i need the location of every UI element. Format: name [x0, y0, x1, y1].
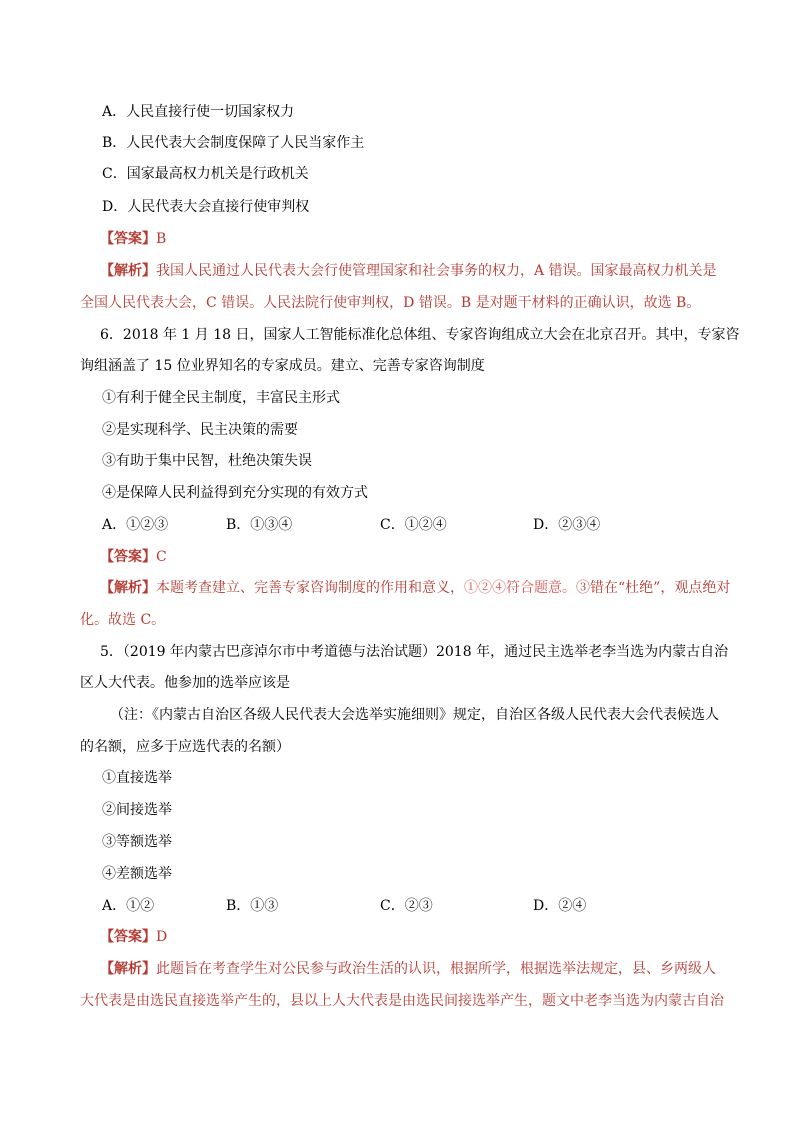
q5-statement-2: ②间接选举 [102, 802, 172, 818]
q6-statement-2: ②是实现科学、民主决策的需要 [102, 422, 298, 438]
q5-choice-d: D．②④ [533, 898, 587, 914]
q6-statement-4: ④是保障人民利益得到充分实现的有效方式 [102, 485, 368, 501]
q6-answer-tag: 【答案】 [100, 549, 156, 565]
q6-analysis-line-2: 化。故选 C。 [80, 612, 166, 628]
q5-analysis-line-1 [100, 959, 716, 979]
q6-statement-3: ③有助于集中民智，杜绝决策失误 [102, 453, 312, 469]
q6-analysis-text-c: ③错在“杜绝”，观点绝对 [576, 580, 731, 596]
q5-stem-line-2: 区人大代表。他参加的选举应该是 [80, 675, 290, 691]
q6-statement-1: ①有利于健全民主制度，丰富民主形式 [102, 390, 340, 406]
option-c: C．国家最高权力机关是行政机关 [102, 166, 309, 182]
option-d: D．人民代表大会直接行使审判权 [102, 199, 310, 215]
q5-choice-b: B．①③ [226, 898, 279, 914]
option-a: A．人民直接行使一切国家权力 [102, 104, 295, 120]
q6-choice-a: A．①②③ [102, 517, 169, 533]
q5-statement-1: ①直接选举 [102, 770, 172, 786]
q5-choice-c: C．②③ [380, 898, 433, 914]
q5-answer-value: D [156, 929, 168, 945]
analysis-tag: 【解析】 [100, 263, 156, 279]
answer-line [100, 229, 166, 249]
q6-answer-value: C [156, 549, 167, 565]
q5-analysis-text: 此题旨在考查学生对公民参与政治生活的认识，根据所学，根据选举法规定，县、乡两级人 [156, 961, 716, 977]
q5-note-line-2: 的名额，应多于应选代表的名额） [80, 739, 290, 755]
analysis-text: 我国人民通过人民代表大会行使管理国家和社会事务的权力，A 错误。国家最高权力机关是 [156, 263, 717, 279]
analysis-line-2: 全国人民代表大会，C 错误。人民法院行使审判权，D 错误。B 是对题干材料的正确认识，故选 B。 [80, 295, 701, 311]
q5-analysis-tag: 【解析】 [100, 961, 156, 977]
q5-answer-tag: 【答案】 [100, 929, 156, 945]
answer-value: B [156, 231, 167, 247]
q5-analysis-line-2: 大代表是由选民直接选举产生的，县以上人大代表是由选民间接选举产生，题文中老李当选为内蒙古自治 [80, 993, 724, 1009]
q5-statement-4: ④差额选举 [102, 866, 172, 882]
answer-tag: 【答案】 [100, 231, 156, 247]
q6-analysis-text-a: 本题考查建立、完善专家咨询制度的作用和意义， [156, 580, 464, 596]
q6-analysis-line-1 [100, 578, 730, 598]
q5-statement-3: ③等额选举 [102, 834, 172, 850]
q6-analysis-text-b: ①②④符合题意。 [464, 580, 576, 596]
q5-stem-line-1: 5．（2019 年内蒙古巴彦淖尔市中考道德与法治试题）2018 年，通过民主选举老李当选为内蒙古自治 [100, 644, 729, 660]
q6-stem-line-1: 6．2018 年 1 月 18 日，国家人工智能标准化总体组、专家咨询组成立大会在北京召开。其中，专家咨 [100, 327, 740, 343]
q6-analysis-tag: 【解析】 [100, 580, 156, 596]
q6-stem-line-2: 询组涵盖了 15 位业界知名的专家成员。建立、完善专家咨询制度 [80, 358, 485, 374]
option-b: B．人民代表大会制度保障了人民当家作主 [102, 135, 365, 151]
analysis-line-1 [100, 261, 717, 281]
q6-choice-d: D．②③④ [533, 517, 601, 533]
q5-note-line-1: （注：《内蒙古自治区各级人民代表大会选举实施细则》规定，自治区各级人民代表大会代表候选人 [110, 707, 719, 723]
q6-choice-c: C．①②④ [380, 517, 447, 533]
q5-answer-line [100, 927, 167, 947]
q5-choice-a: A．①② [102, 898, 155, 914]
q6-answer-line [100, 547, 167, 567]
q6-choice-b: B．①③④ [226, 517, 293, 533]
